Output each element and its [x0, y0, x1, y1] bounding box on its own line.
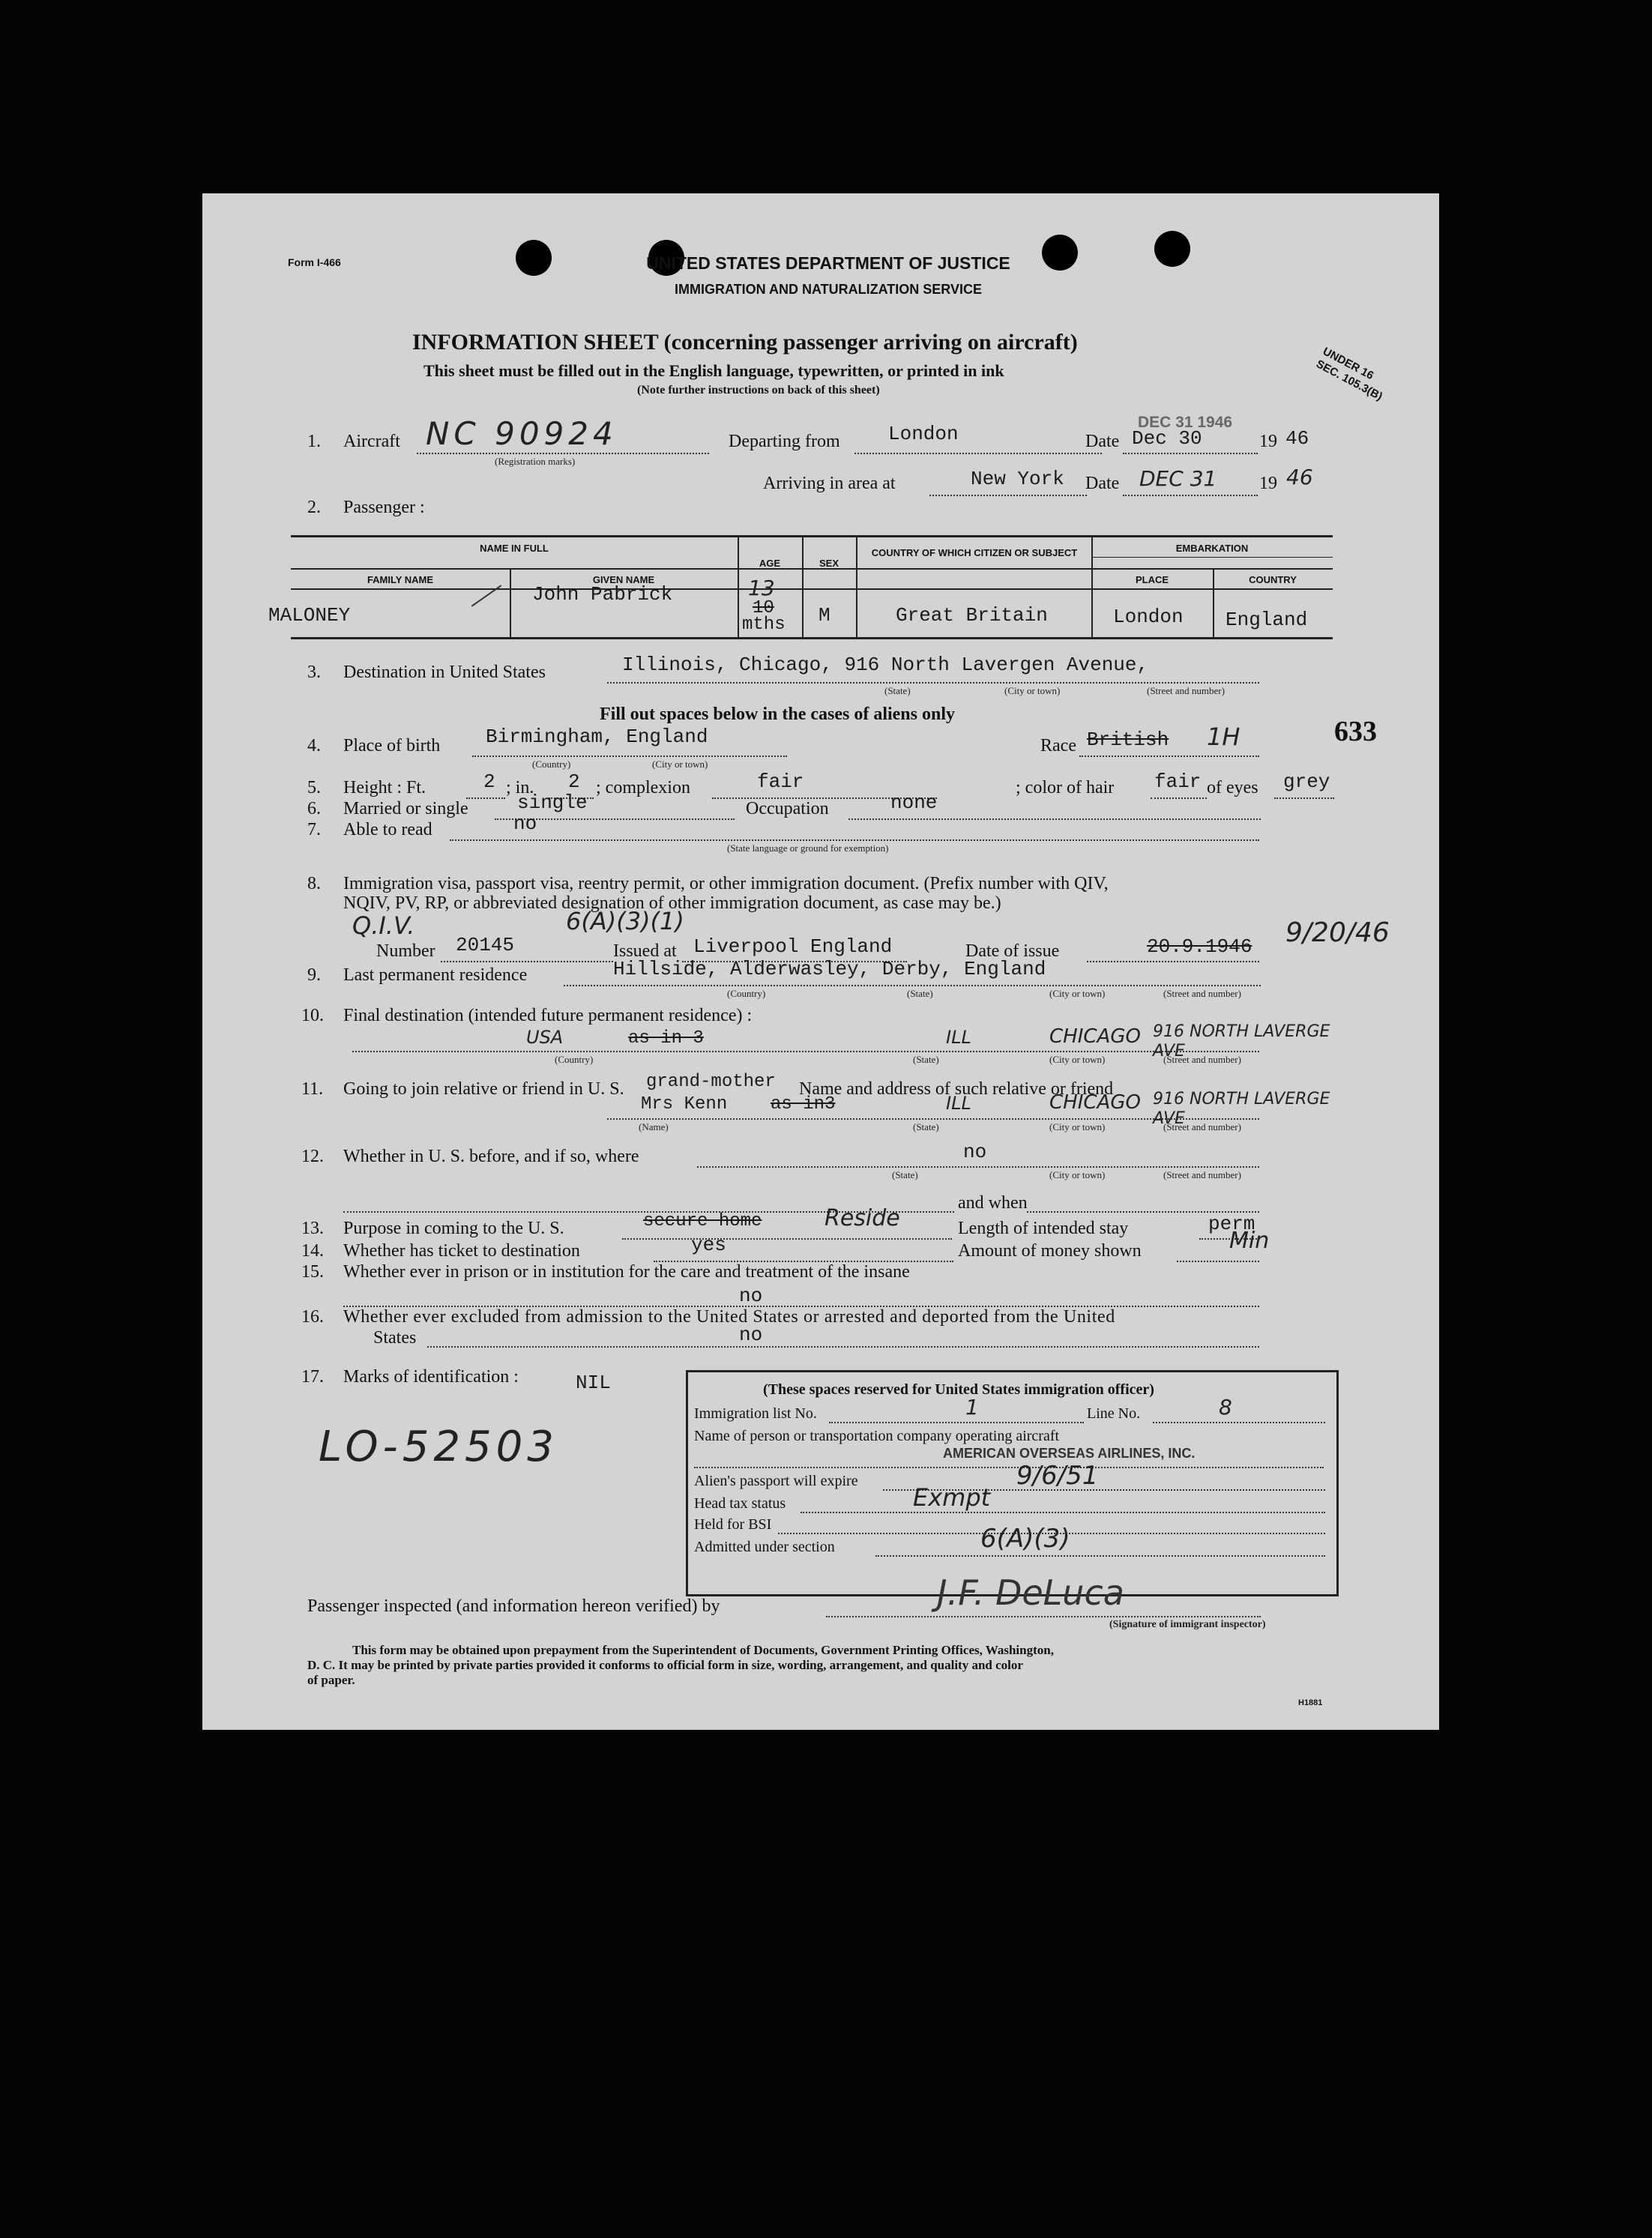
inspector-signature: J.F. DeLuca [937, 1572, 1124, 1613]
relative-label: Going to join relative or friend in U. S. [343, 1079, 624, 1099]
caption: (State) [884, 685, 911, 696]
admitted-label: Admitted under section [694, 1539, 835, 1555]
stay-label: Length of intended stay [958, 1219, 1129, 1238]
read-label: Able to read [343, 820, 432, 839]
arriving-date-year: 46 [1286, 465, 1313, 489]
ticket-value: yes [691, 1234, 726, 1256]
issued-at-value: Liverpool England [693, 935, 893, 958]
footer-line-2: D. C. It may be printed by private parties provided it conforms to official form in size, wording, arrangement, and quality and color [307, 1658, 1023, 1672]
given-name-header: GIVEN NAME [592, 574, 655, 585]
place-header: PLACE [1135, 574, 1169, 585]
excluded-label-2: States [373, 1328, 417, 1348]
final-city: CHICAGO [1049, 1025, 1141, 1048]
item-number: 14. [301, 1241, 324, 1261]
item-number: 15. [301, 1262, 324, 1282]
family-name-value: MALONEY [268, 604, 351, 627]
relative-relation: grand-mother [646, 1072, 776, 1092]
signature-caption: (Signature of immigrant inspector) [1109, 1619, 1266, 1630]
embark-place-value: London [1113, 606, 1184, 628]
identification-value: NIL [576, 1372, 611, 1394]
year-prefix: 19 [1259, 474, 1277, 493]
aliens-header: Fill out spaces below in the cases of aliens only [600, 705, 956, 724]
form-sheet [202, 193, 1439, 1730]
caption: (City or town) [652, 758, 708, 770]
caption: (Street and number) [1163, 988, 1241, 999]
prison-label: Whether ever in prison or in institution for the care and treatment of the insane [343, 1262, 910, 1282]
married-value: single [517, 791, 588, 814]
passport-label: Alien's passport will expire [694, 1473, 858, 1489]
final-state: ILL [946, 1027, 971, 1048]
sheet-title: INFORMATION SHEET (concerning passenger arriving on aircraft) [412, 330, 1078, 355]
visa-number: 20145 [456, 934, 515, 956]
complexion-value: fair [757, 770, 804, 793]
age-unit: mths [742, 615, 786, 635]
caption: (State) [913, 1054, 939, 1065]
departing-value: London [888, 423, 959, 445]
under-16-stamp: UNDER 16 SEC. 105.3(B) [1313, 345, 1385, 403]
height-in: 2 [568, 770, 580, 793]
item-number: 12. [301, 1147, 324, 1166]
inspection-label: Passenger inspected (and information hereon verified) by [307, 1596, 720, 1616]
relative-state: ILL [946, 1093, 971, 1114]
item-number: 9. [307, 965, 321, 985]
list-label: Immigration list No. [694, 1405, 817, 1422]
tax-value: Exmpt [913, 1483, 991, 1512]
carrier-label: Name of person or transportation company operating aircraft [694, 1428, 1060, 1444]
race-hand: 1H [1207, 723, 1240, 751]
birth-value: Birmingham, England [486, 726, 708, 748]
citizenship-value: Great Britain [896, 604, 1048, 627]
name-in-full-header: NAME IN FULL [480, 543, 549, 554]
service-title: IMMIGRATION AND NATURALIZATION SERVICE [675, 282, 982, 297]
excluded-value: no [739, 1324, 763, 1346]
caption: (State) [907, 988, 933, 999]
race-typed: British [1087, 729, 1169, 751]
hair-value: fair [1154, 770, 1202, 793]
eyes-label: of eyes [1207, 778, 1258, 797]
caption: (City or town) [1004, 685, 1061, 696]
item-number: 13. [301, 1219, 324, 1238]
married-label: Married or single [343, 799, 468, 818]
caption: (Street and number) [1147, 685, 1225, 696]
passport-expire: 9/6/51 [1016, 1461, 1099, 1491]
and-when-label: and when [958, 1193, 1028, 1213]
item-number: 6. [307, 799, 321, 818]
caption: (Street and number) [1163, 1121, 1241, 1132]
aircraft-label: Aircraft [343, 432, 400, 451]
purpose-label: Purpose in coming to the U. S. [343, 1219, 564, 1238]
country-emb-header: COUNTRY [1249, 574, 1297, 585]
purpose-hand: Reside [825, 1205, 900, 1231]
caption: (City or town) [1049, 988, 1106, 999]
relative-street: 916 NORTH LAVERGE AVE [1153, 1090, 1330, 1128]
admitted-value: 6(A)(3) [980, 1524, 1070, 1554]
caption: (Country) [532, 758, 571, 770]
purpose-typed: secure home [643, 1211, 762, 1231]
arriving-date-day: DEC 31 [1139, 466, 1217, 491]
caption: (State language or ground for exemption) [727, 842, 889, 854]
relative-name: Mrs Kenn [641, 1094, 728, 1115]
date-stamp: DEC 31 1946 [1138, 414, 1233, 431]
excluded-label: Whether ever excluded from admission to the United States or arrested and deported from the United [343, 1307, 1115, 1327]
punch-hole [516, 240, 552, 276]
print-code: H1881 [1298, 1698, 1323, 1707]
previous-value: no [963, 1141, 987, 1163]
final-destination-label: Final destination (intended future permanent residence) : [343, 1006, 753, 1025]
given-name-value: John Pabrick [532, 583, 673, 606]
item-number: 16. [301, 1307, 324, 1327]
embarkation-header: EMBARKATION [1175, 543, 1249, 554]
final-street: 916 NORTH LAVERGE AVE [1153, 1022, 1330, 1061]
caption: (State) [892, 1169, 918, 1180]
previous-label: Whether in U. S. before, and if so, where [343, 1147, 639, 1166]
ticket-label: Whether has ticket to destination [343, 1241, 580, 1261]
date-label: Date [1085, 432, 1120, 451]
caption: (Street and number) [1163, 1054, 1241, 1065]
instruction-text: This sheet must be filled out in the English language, typewritten, or printed in ink [423, 361, 1004, 380]
bsi-label: Held for BSI [694, 1516, 772, 1533]
read-value: no [513, 812, 537, 835]
occupation-label: Occupation [746, 799, 829, 818]
prison-value: no [739, 1285, 763, 1307]
item-number: 11. [301, 1079, 324, 1099]
issue-date-value: 20.9.1946 [1147, 935, 1252, 958]
inches-label: ; in. [506, 778, 534, 797]
sex-value: M [819, 604, 830, 627]
eyes-value: grey [1283, 770, 1330, 793]
item-number: 10. [301, 1006, 324, 1025]
issue-date-label: Date of issue [965, 941, 1060, 961]
sex-header: SEX [819, 558, 839, 569]
height-ft: 2 [483, 770, 495, 793]
footer-line-3: of paper. [307, 1673, 355, 1687]
destination-value: Illinois, Chicago, 916 North Lavergen Avenue, [622, 654, 1149, 676]
departing-label: Departing from [729, 432, 840, 451]
final-country: USA [526, 1027, 564, 1048]
department-title: UNITED STATES DEPARTMENT OF JUSTICE [646, 253, 1010, 273]
year-prefix: 19 [1259, 432, 1277, 451]
residence-value: Hillside, Alderwasley, Derby, England [613, 958, 1046, 980]
aircraft-value: NC 90924 [426, 415, 618, 452]
form-number: Form I-466 [288, 256, 341, 268]
family-name-header: FAMILY NAME [367, 574, 434, 585]
caption: (Street and number) [1163, 1169, 1241, 1180]
passenger-label: Passenger : [343, 498, 425, 517]
visa-class-hand: 6(A)(3)(1) [566, 907, 684, 935]
item-number: 7. [307, 820, 321, 839]
relative-name-struck: as in3 [771, 1094, 836, 1115]
caption: (State) [913, 1121, 939, 1132]
page-number: 633 [1334, 716, 1377, 747]
item-number: 2. [307, 498, 321, 517]
punch-hole [1154, 231, 1190, 267]
destination-label: Destination in United States [343, 663, 546, 682]
file-number: LO-52503 [319, 1423, 558, 1471]
age-header: AGE [759, 558, 781, 569]
money-label: Amount of money shown [958, 1241, 1142, 1261]
visa-text-line2: NQIV, PV, RP, or abbreviated designation of other immigration document, as case may be.) [343, 893, 1001, 913]
item-number: 4. [307, 736, 321, 755]
relative-label-2: Name and address of such relative or friend [799, 1079, 1114, 1099]
departing-date-year: 46 [1285, 427, 1309, 450]
footer-line-1: This form may be obtained upon prepayment from the Superintendent of Documents, Government Printing Offices, Washington, [352, 1643, 1054, 1657]
caption: (Registration marks) [495, 456, 576, 467]
caption: (City or town) [1049, 1121, 1106, 1132]
visa-prefix-hand: Q.I.V. [352, 911, 415, 940]
residence-label: Last permanent residence [343, 965, 528, 985]
identification-label: Marks of identification : [343, 1367, 519, 1387]
age-hand-value: 13 [748, 576, 775, 600]
final-country-struck: as in 3 [628, 1028, 704, 1049]
issue-date-hand: 9/20/46 [1285, 917, 1390, 948]
item-number: 3. [307, 663, 321, 682]
officer-box [686, 1370, 1339, 1596]
carrier-stamp: AMERICAN OVERSEAS AIRLINES, INC. [943, 1446, 1196, 1461]
line-number: 8 [1219, 1395, 1232, 1420]
complexion-label: ; complexion [596, 778, 690, 797]
issued-label: Issued at [613, 941, 677, 961]
list-number: 1 [965, 1395, 979, 1420]
country-header: COUNTRY OF WHICH CITIZEN OR SUBJECT [871, 547, 1078, 558]
caption: (Country) [727, 988, 766, 999]
arriving-value: New York [971, 468, 1064, 490]
tax-label: Head tax status [694, 1495, 786, 1512]
caption: (Country) [555, 1054, 594, 1065]
item-number: 8. [307, 874, 321, 893]
officer-box-title: (These spaces reserved for United States immigration officer) [763, 1381, 1154, 1398]
note-text: (Note further instructions on back of this sheet) [637, 384, 880, 396]
height-label: Height : Ft. [343, 778, 426, 797]
item-number: 1. [307, 432, 321, 451]
line-label: Line No. [1087, 1405, 1141, 1422]
caption: (Name) [639, 1121, 669, 1132]
relative-city: CHICAGO [1049, 1091, 1141, 1114]
punch-hole [1042, 235, 1078, 271]
hair-label: ; color of hair [1016, 778, 1115, 797]
date-label: Date [1085, 474, 1120, 493]
visa-number-label: Number [376, 941, 435, 961]
age-typed-value: 10 [753, 598, 774, 618]
caption: (City or town) [1049, 1054, 1106, 1065]
caption: (City or town) [1049, 1169, 1106, 1180]
departing-date-day: Dec 30 [1132, 427, 1202, 450]
embark-country-value: England [1226, 609, 1308, 631]
birth-label: Place of birth [343, 736, 441, 755]
stay-value: perm [1208, 1213, 1255, 1235]
occupation-value: none [890, 791, 938, 814]
visa-text-line1: Immigration visa, passport visa, reentry permit, or other immigration document. (Prefix number with QIV, [343, 874, 1109, 893]
money-value: Min [1229, 1228, 1270, 1254]
item-number: 5. [307, 778, 321, 797]
arriving-label: Arriving in area at [763, 474, 896, 493]
race-label: Race [1040, 736, 1076, 755]
item-number: 17. [301, 1367, 324, 1387]
